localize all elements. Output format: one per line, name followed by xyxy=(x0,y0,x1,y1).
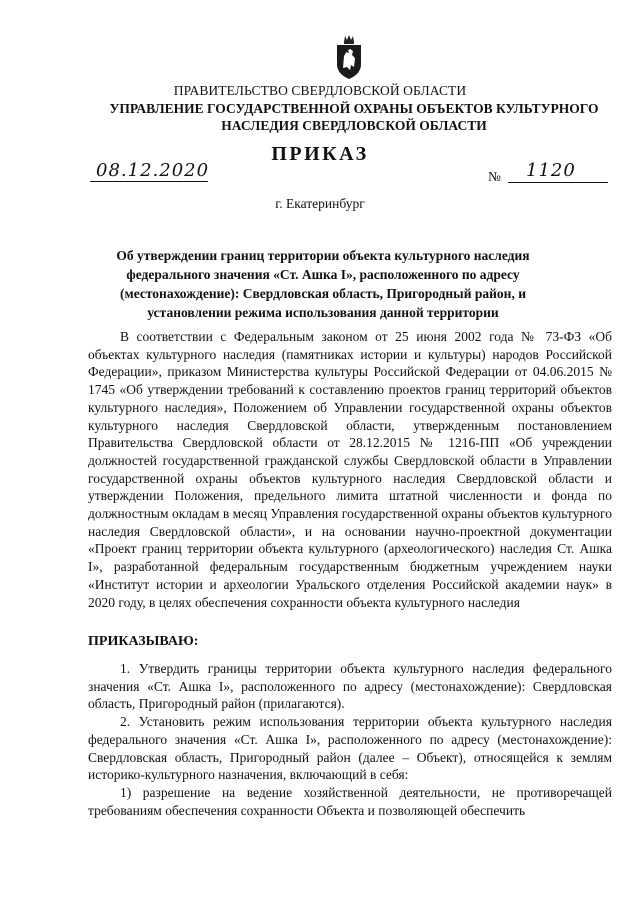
order-item-1: 1. Утвердить границы территории объекта культурного наследия федерального значения «Ст. Ашка I», расположенного по адресу (местонахождение): Свердловская область, Пригородный район (прилагаются). xyxy=(88,661,612,712)
department-name: УПРАВЛЕНИЕ ГОСУДАРСТВЕННОЙ ОХРАНЫ ОБЪЕКТОВ КУЛЬТУРНОГО НАСЛЕДИЯ СВЕРДЛОВСКОЙ ОБЛАСТИ xyxy=(109,101,599,133)
document-number xyxy=(488,160,608,187)
city: г. Екатеринбург xyxy=(275,196,365,211)
date-handwritten: 08.12.2020 xyxy=(96,160,210,181)
government-name: ПРАВИТЕЛЬСТВО СВЕРДЛОВСКОЙ ОБЛАСТИ xyxy=(173,83,467,98)
order-item-2: 2. Установить режим использования территории объекта культурного наследия федерального значения «Ст. Ашка I», расположенного по адресу (местонахождение): Свердловская область, Пригородный район (далее – Объект), относящейся к землям историко-культурного назначения, включающий в себя: xyxy=(88,714,612,783)
number-underline xyxy=(508,182,608,183)
date-underline xyxy=(90,181,208,182)
number-handwritten: 1120 xyxy=(526,160,576,181)
document-subject: Об утверждении границ территории объекта культурного наследия федерального значения «Ст. Ашка I», расположенного по адресу (местонахождение): Свердловская область, Пригородный район, и установлении режима использования данной территории xyxy=(116,248,530,320)
document-title: ПРИКАЗ xyxy=(271,143,369,165)
order-item-2-1: 1) разрешение на ведение хозяйственной деятельности, не противоречащей требованиям обеспечения сохранности Объекта и позволяющей обеспечить xyxy=(88,784,612,818)
order-word: ПРИКАЗЫВАЮ: xyxy=(88,634,199,649)
preamble-block xyxy=(88,328,612,611)
document-date xyxy=(90,160,208,184)
order-items xyxy=(88,660,612,819)
preamble-paragraph: В соответствии с Федеральным законом от 25 июня 2002 года № 73-ФЗ «Об объектах культурного наследия (памятниках истории и культуры) народов Российской Федерации», приказом Министерства культуры Российской Федерации от 04.06.2015 № 1745 «Об утверждении требований к составлению проектов границ территорий объектов культурного наследия», Положением об Управлении государственной охраны объектов культурного наследия Свердловской области, утвержденным постановлением Правительства Свердловской области от 28.12.2015 № 1216-ПП «Об учреждении должностей государственной гражданской службы Свердловской области в Управлении государственной охраны объектов культурного наследия Свердловской области и утверждении Положения, предельного лимита штатной численности и фонда по должностным окладам в месяц Управления государственной охраны объектов культурного наследия Свердловской области», и на основании научно-проектной документации «Проект границ территории объекта культурного (археологического) наследия Ст. Ашка I», разработанной федеральным государственным бюджетным учреждением науки «Институт истории и археологии Уральского отделения Российской академии наук» в 2020 году, в целях обеспечения сохранности объекта культурного наследия xyxy=(88,329,612,610)
number-sign: № xyxy=(488,169,501,184)
coat-of-arms-icon xyxy=(334,34,364,80)
